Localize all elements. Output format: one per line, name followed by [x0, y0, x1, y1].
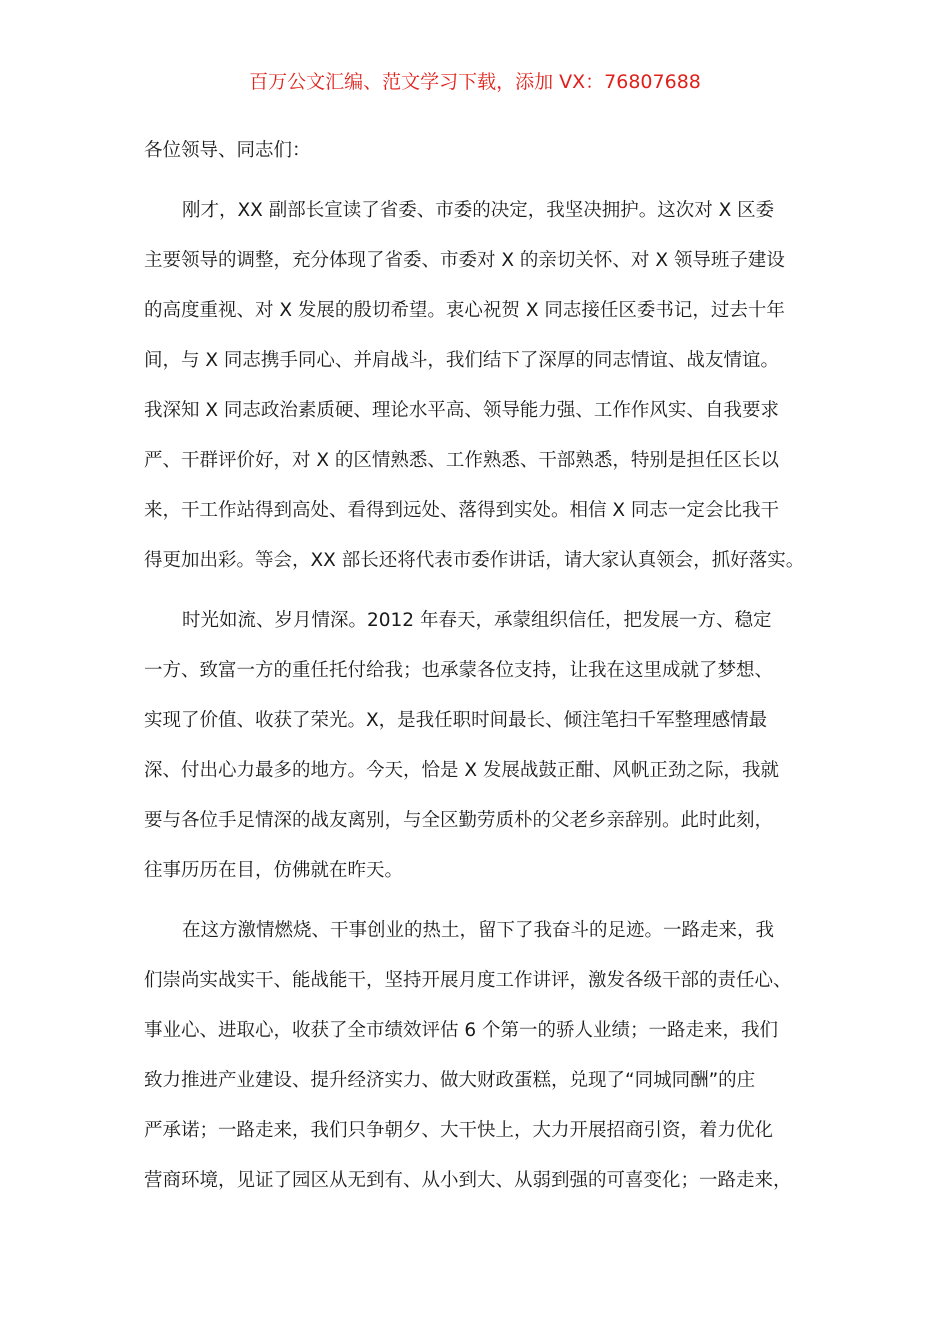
salutation: 各位领导、同志们： [144, 140, 311, 161]
text-line: 的高度重视、对 X 发展的殷切希望。衷心祝贺 X 同志接任区委书记，过去十年 [144, 300, 785, 321]
text-line: 实现了价值、收获了荣光。X，是我任职时间最长、倾注笔扫千军整理感情最 [144, 710, 768, 731]
text-line: 刚才，XX 副部长宣读了省委、市委的决定，我坚决拥护。这次对 X 区委 [182, 200, 775, 221]
text-line: 事业心、进取心，收获了全市绩效评估 6 个第一的骄人业绩；一路走来，我们 [144, 1020, 779, 1041]
text-line: 营商环境，见证了园区从无到有、从小到大、从弱到强的可喜变化；一路走来， [144, 1170, 792, 1191]
text-line: 深、付出心力最多的地方。今天，恰是 X 发展战鼓正酣、风帆正劲之际，我就 [144, 760, 779, 781]
paragraph-3 [144, 896, 824, 1206]
text-line: 在这方激情燃烧、干事创业的热土，留下了我奋斗的足迹。一路走来，我 [182, 920, 775, 941]
text-line: 严承诺；一路走来，我们只争朝夕、大干快上，大力开展招商引资，着力优化 [144, 1120, 774, 1141]
text-line: 要与各位手足情深的战友离别，与全区勤劳质朴的父老乡亲辞别。此时此刻， [144, 810, 774, 831]
paragraph-2 [144, 586, 824, 896]
text-line: 严、干群评价好，对 X 的区情熟悉、工作熟悉、干部熟悉，特别是担任区长以 [144, 450, 779, 471]
watermark-header: 百万公文汇编、范文学习下载，添加 VX：76807688 [249, 71, 701, 93]
text-line: 致力推进产业建设、提升经济实力、做大财政蛋糕，兑现了“同城同酬”的庄 [144, 1070, 756, 1091]
text-line: 我深知 X 同志政治素质硬、理论水平高、领导能力强、工作作风实、自我要求 [144, 400, 779, 421]
text-line: 一方、致富一方的重任托付给我；也承蒙各位支持，让我在这里成就了梦想、 [144, 660, 774, 681]
paragraph-1 [144, 176, 824, 586]
text-line: 间，与 X 同志携手同心、并肩战斗，我们结下了深厚的同志情谊、战友情谊。 [144, 350, 779, 371]
text-line: 来，干工作站得到高处、看得到远处、落得到实处。相信 X 同志一定会比我干 [144, 500, 779, 521]
text-line: 时光如流、岁月情深。2012 年春天，承蒙组织信任，把发展一方、稳定 [182, 610, 772, 631]
speech-body [144, 126, 824, 1206]
text-line: 主要领导的调整，充分体现了省委、市委对 X 的亲切关怀、对 X 领导班子建设 [144, 250, 785, 271]
text-line: 往事历历在目，仿佛就在昨天。 [144, 860, 404, 881]
text-line: 们崇尚实战实干、能战能干，坚持开展月度工作讲评，激发各级干部的责任心、 [144, 970, 792, 991]
text-line: 得更加出彩。等会，XX 部长还将代表市委作讲话，请大家认真领会，抓好落实。 [144, 550, 805, 571]
